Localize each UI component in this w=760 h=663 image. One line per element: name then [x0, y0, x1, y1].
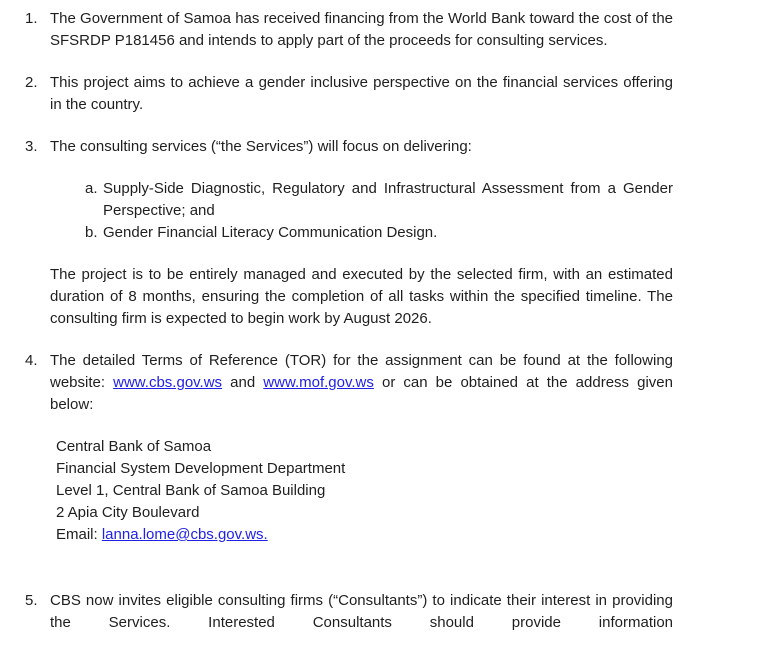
email-link[interactable]: lanna.lome@cbs.gov.ws. [101, 526, 268, 543]
tor-text-before: The detailed Terms of Reference (TOR) for the assignment can be found at the following website: [50, 352, 673, 391]
sub-item-letter: a. [85, 180, 98, 197]
sub-item-text: Gender Financial Literacy Communication Design. [103, 224, 438, 241]
mof-website-link[interactable]: www.mof.gov.ws [263, 374, 374, 391]
list-item-1 [25, 8, 673, 52]
sub-item-letter: b. [85, 224, 98, 241]
paragraph-financing: The Government of Samoa has received financing from the World Bank toward the cost of the SFSRDP P181456 and intends to apply part of the proceeds for consulting services. [50, 10, 673, 49]
paragraph-tor [50, 350, 673, 416]
address-block [56, 436, 673, 546]
tor-text-after: or can be obtained at the address given below: [50, 374, 673, 413]
address-line-street: 2 Apia City Boulevard [56, 504, 200, 521]
list-item-4 [25, 350, 673, 570]
list-item-number: 2. [25, 74, 38, 91]
address-line-organization: Central Bank of Samoa [56, 438, 212, 455]
paragraph-project-aim: This project aims to achieve a gender inclusive perspective on the financial services offering in the country. [50, 74, 673, 113]
list-item-5 [25, 590, 673, 634]
list-item-2 [25, 72, 673, 116]
paragraph-invitation: CBS now invites eligible consulting firms (“Consultants”) to indicate their interest in providing the Services. Interested Consultants should provide information [50, 592, 673, 631]
list-item-number: 4. [25, 352, 38, 369]
email-label: Email: [56, 526, 102, 543]
address-line-email [56, 524, 673, 546]
sub-list [50, 178, 673, 244]
address-line-department: Financial System Development Department [56, 460, 346, 477]
paragraph-services-intro: The consulting services (“the Services”) will focus on delivering: [50, 138, 472, 155]
list-item-number: 3. [25, 138, 38, 155]
sub-item-a [85, 178, 673, 222]
cbs-website-link[interactable]: www.cbs.gov.ws [113, 374, 223, 391]
sub-item-text: Supply-Side Diagnostic, Regulatory and Infrastructural Assessment from a Gender Perspective; and [103, 180, 673, 219]
sub-item-b [85, 222, 673, 244]
tor-text-between: and [222, 374, 264, 391]
list-item-number: 1. [25, 10, 38, 27]
address-line-building: Level 1, Central Bank of Samoa Building [56, 482, 326, 499]
paragraph-project-duration: The project is to be entirely managed and executed by the selected firm, with an estimated duration of 8 months, ensuring the completion of all tasks within the specified timeline. The consulting firm is expected to begin work by August 2026. [50, 266, 673, 327]
list-item-number: 5. [25, 592, 38, 609]
list-item-3 [25, 136, 673, 330]
